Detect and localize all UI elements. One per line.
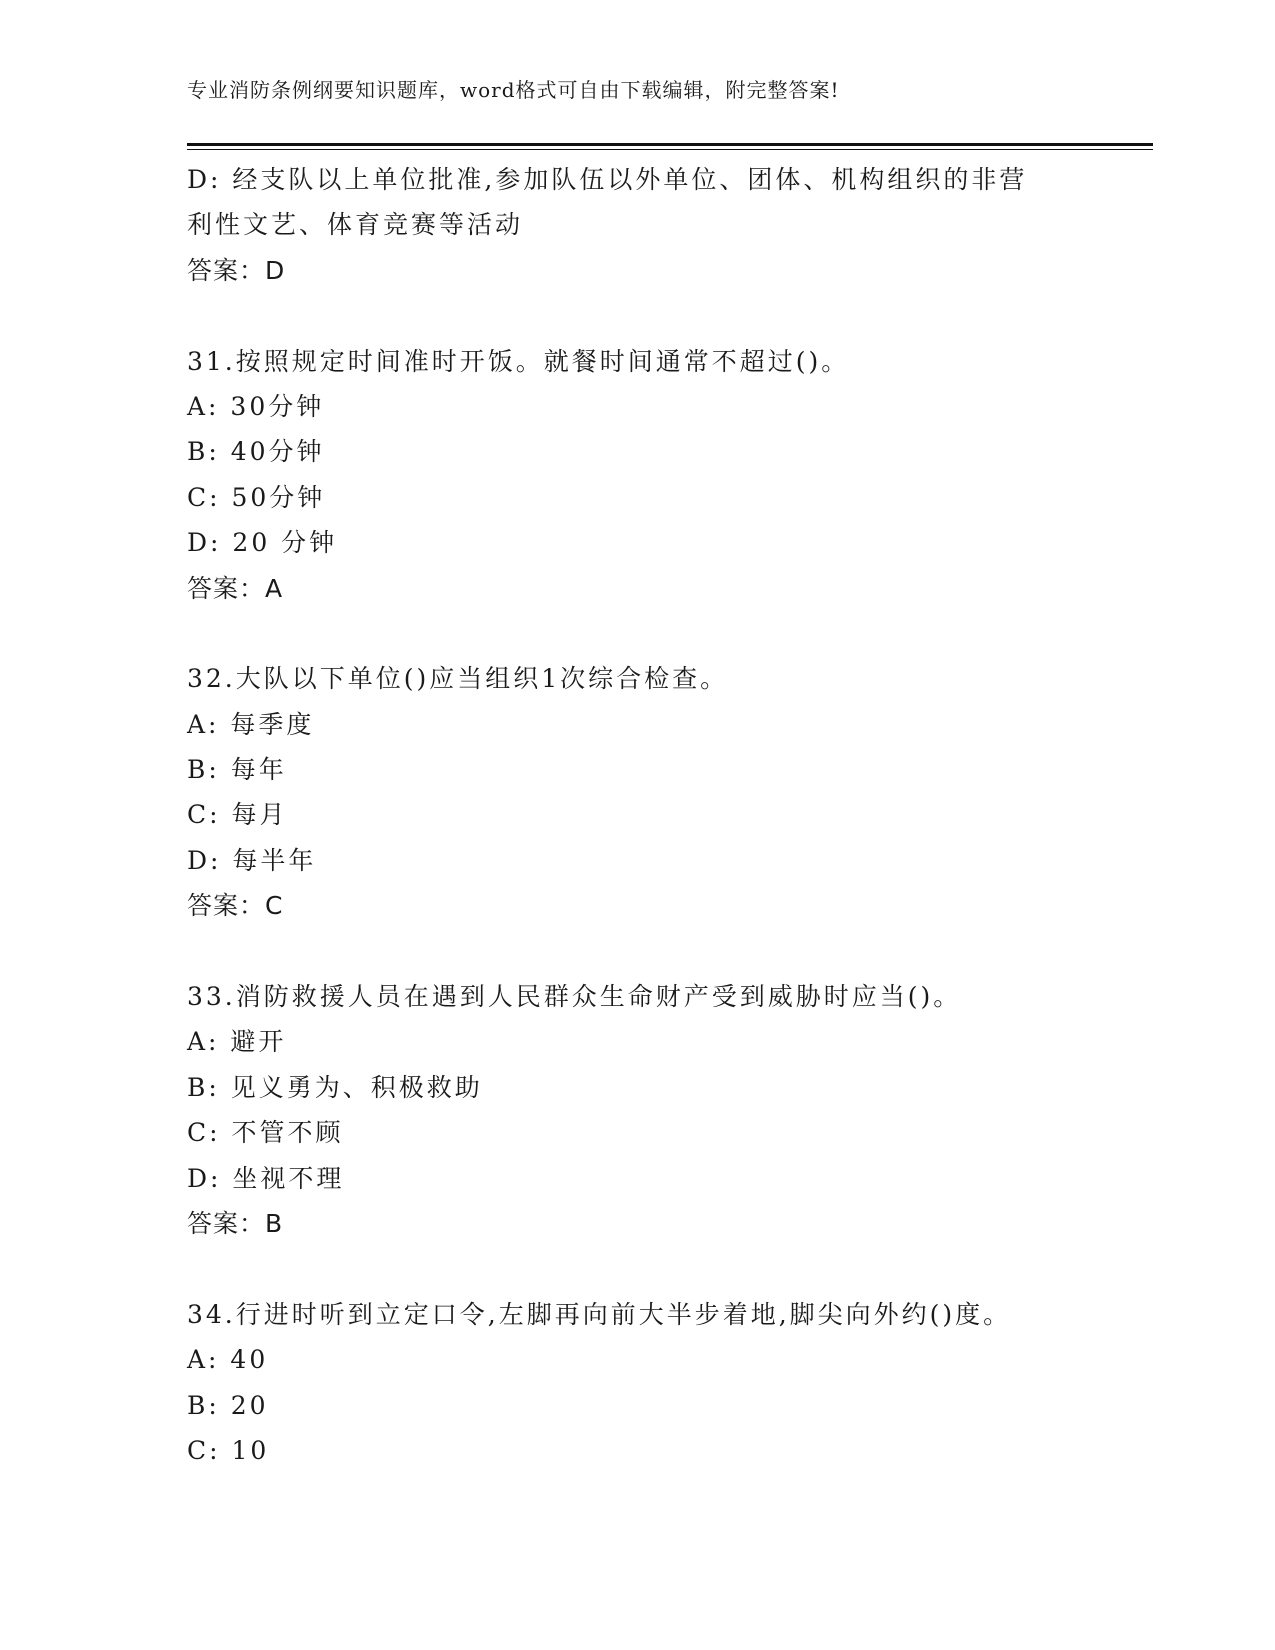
question-34-stem: 34.行进时听到立定口令,左脚再向前大半步着地,脚尖向外约()度。	[187, 1299, 1012, 1329]
prev-answer: 答案：D	[187, 255, 286, 285]
spacer	[187, 293, 1153, 338]
question-32-option-a: A: 每季度	[187, 709, 315, 739]
question-31-stem: 31.按照规定时间准时开饭。就餐时间通常不超过()。	[187, 346, 850, 376]
question-31-answer: 答案：A	[187, 573, 284, 603]
question-31-option-c: C: 50分钟	[187, 482, 326, 512]
spacer	[187, 611, 1153, 656]
question-33-option-c: C: 不管不顾	[187, 1118, 344, 1148]
question-31-option-a: A: 30分钟	[187, 391, 325, 421]
question-33-stem: 33.消防救援人员在遇到人民群众生命财产受到威胁时应当()。	[187, 982, 962, 1012]
spacer	[187, 1246, 1153, 1291]
question-33-answer: 答案：B	[187, 1208, 284, 1238]
question-34-option-b: B: 20	[187, 1390, 269, 1420]
question-31-option-b: B: 40分钟	[187, 437, 325, 467]
question-32-option-b: B: 每年	[187, 755, 287, 785]
question-33-option-a: A: 避开	[187, 1027, 287, 1057]
question-33-option-d: D: 坐视不理	[187, 1163, 345, 1193]
prev-option-d-line1: D: 经支队以上单位批准,参加队伍以外单位、团体、机构组织的非营	[187, 165, 1028, 194]
question-33-option-b: B: 见义勇为、积极救助	[187, 1072, 483, 1102]
question-32-stem: 32.大队以下单位()应当组织1次综合检查。	[187, 664, 729, 694]
question-32-option-d: D: 每半年	[187, 845, 317, 875]
prev-option-d-line2: 利性文艺、体育竞赛等活动	[187, 210, 524, 240]
question-34-option-a: A: 40	[187, 1345, 269, 1375]
question-31-option-d: D: 20 分钟	[187, 528, 338, 558]
spacer	[187, 929, 1153, 974]
question-32-answer: 答案：C	[187, 891, 284, 921]
page-header: 专业消防条例纲要知识题库，word格式可自由下载编辑，附完整答案!	[187, 78, 840, 102]
header-rule-thick	[187, 143, 1153, 146]
question-34-option-c: C: 10	[187, 1435, 270, 1465]
header-rule-thin	[187, 149, 1153, 150]
question-32-option-c: C: 每月	[187, 800, 288, 830]
question-content	[187, 157, 1153, 1473]
